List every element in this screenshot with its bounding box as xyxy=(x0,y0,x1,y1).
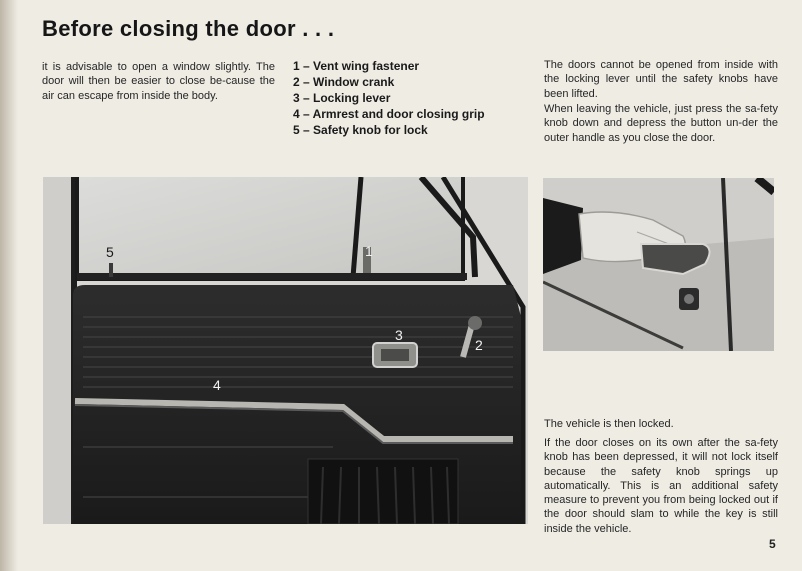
door-interior-illustration xyxy=(43,177,528,524)
door-interior-photo xyxy=(43,177,528,524)
page-number: 5 xyxy=(769,537,776,551)
hand-on-handle-illustration xyxy=(543,178,774,351)
callout-2: 2 xyxy=(475,337,483,353)
locked-paragraph: The vehicle is then locked. xyxy=(544,418,674,430)
legend-item-window-crank: 2 – Window crank xyxy=(293,75,395,89)
legend-item-locking-lever: 3 – Locking lever xyxy=(293,91,391,105)
callout-1: 1 xyxy=(365,243,373,259)
safety-paragraph: If the door closes on its own after the sa-fety knob has been depressed, it will not lock itself because the safety knob springs up automatically. This is an additional safety measure to prevent you from being locked out if the door should slam to while the key is still inside the vehicle. xyxy=(544,437,778,535)
page-gutter-shadow xyxy=(0,0,18,571)
intro-paragraph: it is advisable to open a window slightly. The door will then be easier to close be-cause the air can escape from inside the body. xyxy=(42,61,275,102)
callout-3: 3 xyxy=(395,327,403,343)
callout-5: 5 xyxy=(106,244,114,260)
legend-item-armrest: 4 – Armrest and door closing grip xyxy=(293,107,485,121)
legend-item-safety-knob: 5 – Safety knob for lock xyxy=(293,123,428,137)
parts-legend xyxy=(293,58,485,138)
door-handle-photo xyxy=(543,178,774,351)
legend-item-vent-wing: 1 – Vent wing fastener xyxy=(293,59,420,73)
callout-4: 4 xyxy=(213,377,221,393)
locking-lever-paragraph: The doors cannot be opened from inside with the locking lever until the safety knobs have been lifted. xyxy=(544,59,778,100)
leaving-vehicle-paragraph: When leaving the vehicle, just press the sa-fety knob down and depress the button un-der the outer handle as you close the door. xyxy=(544,103,778,144)
page-title: Before closing the door . . . xyxy=(42,16,335,41)
